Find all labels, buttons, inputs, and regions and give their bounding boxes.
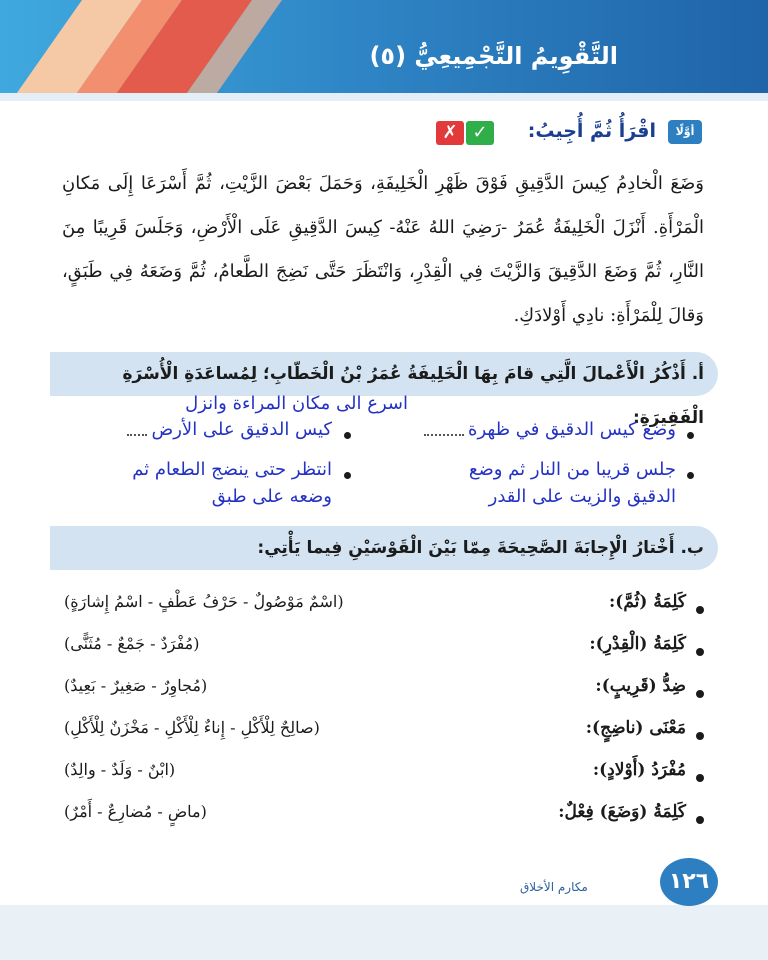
choice-options: (ابْنٌ - وَلَدٌ - والِدٌ)	[64, 760, 176, 779]
answer-bullet	[344, 472, 351, 479]
answer-2-line1: اسرع الى مكان المراءة وانزل	[185, 393, 408, 414]
choice-row	[64, 718, 704, 756]
question-b-prompt: ب. أَخْتارُ الْإِجابَةَ الصَّحِيحَةَ مِمّا بَيْنَ الْقَوْسَيْنِ فِيما يَأْتِي:	[50, 526, 718, 570]
choice-label: كَلِمَةُ (وَضَعَ) فِعْلٌ:	[558, 802, 686, 822]
page-title: التَّقْوِيمُ التَّجْمِيعِيُّ (٥)	[369, 42, 618, 70]
question-a-prompt: أ. أَذْكُرُ الْأَعْمالَ الَّتِي قامَ بِهَا الْخَلِيفَةُ عُمَرُ بْنُ الْخَطّابِ؛ لِمُساعَدَةِ الْأُسْرَةِ الْفَقِيرَةِ:	[50, 352, 718, 396]
answer-2	[92, 419, 332, 440]
footer-band	[0, 905, 768, 960]
choice-options: (ماضٍ - مُضارِعٌ - أَمْرٌ)	[64, 802, 207, 821]
choice-row	[64, 592, 704, 630]
choice-bullet	[696, 690, 704, 698]
choice-label: ضِدُّ (قَرِيبٍ):	[595, 676, 686, 696]
choice-row	[64, 676, 704, 714]
answer-4-line2: وضعه على طبق	[211, 486, 332, 507]
answer-bullet	[687, 432, 694, 439]
section-badge: أوَّلًا	[668, 120, 702, 144]
answer-1-line1: وضع كيس الدقيق في ظهرة	[468, 419, 676, 440]
book-name: مكارم الأخلاق	[520, 880, 588, 894]
header-underline	[0, 93, 768, 101]
answer-bullet	[344, 432, 351, 439]
choice-bullet	[696, 732, 704, 740]
choice-label: مَعْنَى (ناضِجٍ):	[585, 718, 686, 738]
choice-bullet	[696, 606, 704, 614]
choice-row	[64, 634, 704, 672]
answer-dots	[127, 424, 147, 436]
choice-options: (مُجاوِرٌ - صَغِيرٌ - بَعِيدٌ)	[64, 676, 208, 695]
page-number: ١٢٦	[660, 858, 718, 906]
page-header	[0, 0, 768, 93]
x-icon: ✗	[436, 121, 464, 145]
choice-bullet	[696, 774, 704, 782]
answer-3-line1: جلس قريبا من النار ثم وضع	[468, 459, 676, 480]
choice-label: كَلِمَةُ (الْقِدْرِ):	[589, 634, 686, 654]
choice-label: كَلِمَةُ (ثُمَّ):	[609, 592, 686, 612]
section-title: اقْرَأُ ثُمَّ أُجِيبُ:	[527, 120, 656, 142]
check-icon: ✓	[466, 121, 494, 145]
answer-dots	[424, 424, 464, 436]
choice-bullet	[696, 816, 704, 824]
choice-options: (مُفْرَدٌ - جَمْعٌ - مُثَنًّى)	[64, 634, 200, 653]
choice-label: مُفْرَدُ (أَوْلادٍ):	[592, 760, 686, 780]
choice-row	[64, 760, 704, 798]
choice-bullet	[696, 648, 704, 656]
answer-3-line2: الدقيق والزيت على القدر	[488, 486, 676, 507]
choice-options: (صالِحٌ لِلْأَكْلِ - إِناءٌ لِلْأَكْلِ - مَخْزَنٌ لِلْأَكْلِ)	[64, 718, 320, 737]
answer-1	[424, 419, 676, 440]
reading-passage: وَضَعَ الْخادِمُ كِيسَ الدَّقِيقِ فَوْقَ ظَهْرِ الْخَلِيفَةِ، وَحَمَلَ بَعْضَ الزَّيْتِ، ثُمَّ أَسْرَعَا إِلَى مَكانِ الْمَرْأَةِ. أَنْزَلَ الْخَلِيفَةُ عُمَرُ -رَضِيَ اللهُ عَنْهُ- كِيسَ الدَّقِيقِ عَلَى الْأَرْضِ، وَجَلَسَ قَرِيبًا مِنَ النَّارِ، ثُمَّ وَضَعَ الدَّقِيقَ وَالزَّيْتَ فِي الْقِدْرِ، وَانْتَظَرَ حَتَّى نَضِجَ الطَّعامُ، ثُمَّ وَضَعَهُ فِي طَبَقٍ، وَقالَ لِلْمَرْأَةِ: نادِي أَوْلادَكِ.	[62, 173, 704, 326]
answer-2-line2: كيس الدقيق على الأرض	[151, 419, 332, 440]
choice-options: (اسْمٌ مَوْصُولٌ - حَرْفُ عَطْفٍ - اسْمُ إِشارَةٍ)	[64, 592, 344, 611]
answer-4-line1: انتظر حتى ينضج الطعام ثم	[132, 459, 332, 480]
answer-bullet	[687, 472, 694, 479]
choice-row	[64, 802, 704, 840]
